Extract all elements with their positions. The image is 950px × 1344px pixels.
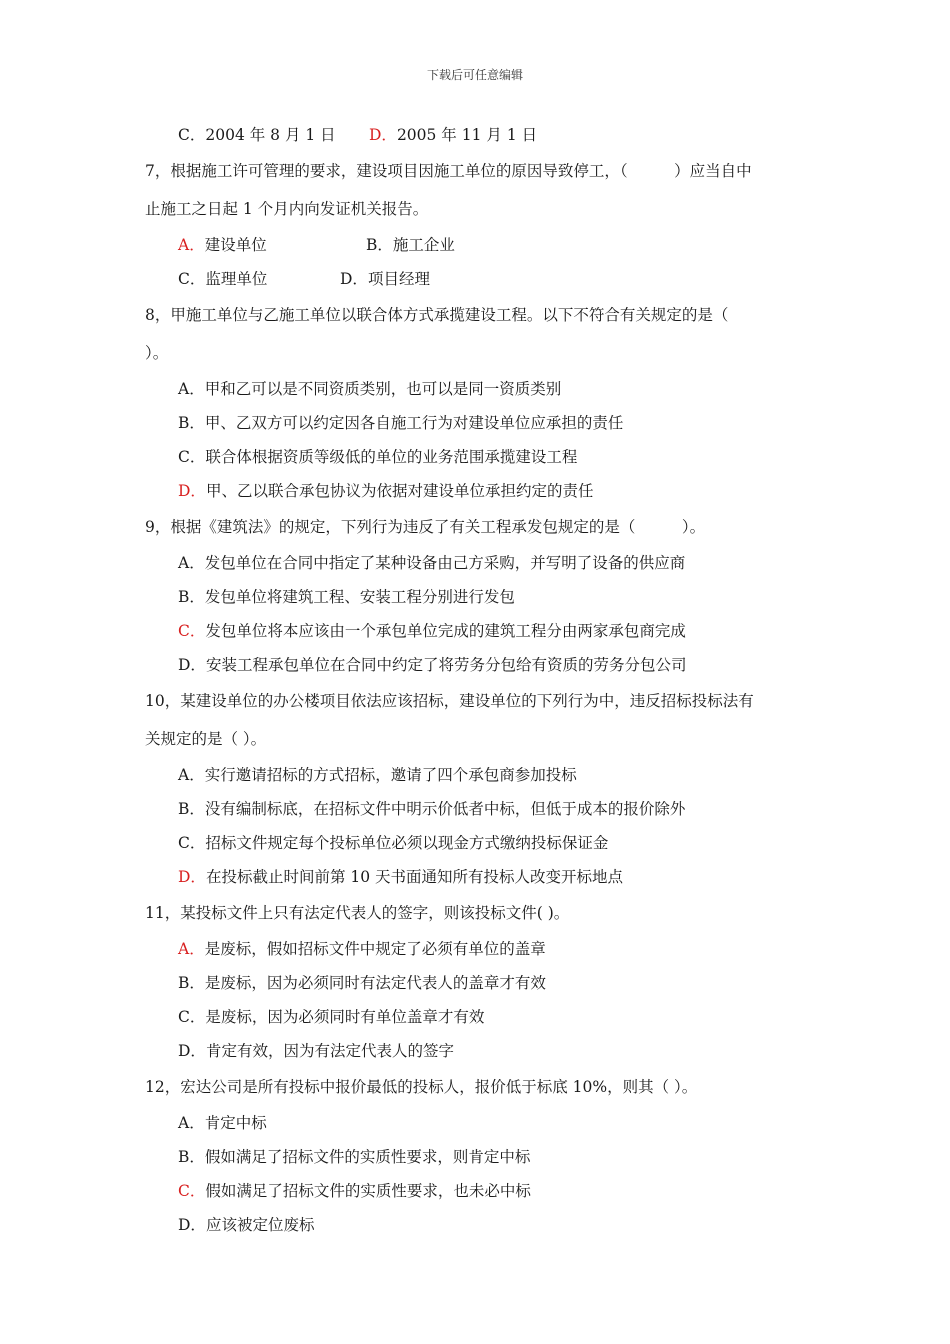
answer-option xyxy=(178,118,369,152)
answer-option xyxy=(145,1174,815,1208)
option-letter: C． xyxy=(178,622,206,640)
option-text: 建设单位 xyxy=(204,236,267,254)
option-letter: B． xyxy=(178,1148,205,1166)
option-letter: C． xyxy=(178,1182,206,1200)
question-text-line: 10，某建设单位的办公楼项目依法应该招标，建设单位的下列行为中，违反招标投标法有 xyxy=(145,692,754,710)
option-letter: C． xyxy=(178,834,206,852)
option-text: 发包单位将建筑工程、安装工程分别进行发包 xyxy=(204,588,515,606)
option-letter: C． xyxy=(178,448,206,466)
option-text: 施工企业 xyxy=(392,236,455,254)
option-letter: D． xyxy=(369,126,397,144)
option-text: 假如满足了招标文件的实质性要求，则肯定中标 xyxy=(204,1148,531,1166)
option-text: 是废标，因为必须同时有法定代表人的盖章才有效 xyxy=(204,974,546,992)
answer-option xyxy=(145,932,815,966)
option-text: 甲、乙以联合承包协议为依据对建设单位承担约定的责任 xyxy=(205,482,594,500)
option-letter: D． xyxy=(178,656,206,674)
answer-option xyxy=(178,228,366,262)
option-letter: B． xyxy=(178,974,205,992)
option-letter: A． xyxy=(178,554,205,572)
option-letter: A． xyxy=(178,380,205,398)
question-text-line: 11，某投标文件上只有法定代表人的签字，则该投标文件( )。 xyxy=(145,904,570,922)
option-letter: D． xyxy=(178,1042,206,1060)
option-letter: C． xyxy=(178,1008,206,1026)
option-text: 联合体根据资质等级低的单位的业务范围承揽建设工程 xyxy=(205,448,578,466)
answer-option xyxy=(178,262,340,296)
option-text: 2004 年 8 月 1 日 xyxy=(205,126,336,144)
answer-option xyxy=(145,966,815,1000)
answer-option xyxy=(145,1208,815,1242)
answer-option-pair xyxy=(145,118,815,152)
question-list xyxy=(145,118,815,1242)
answer-option xyxy=(145,440,815,474)
answer-option xyxy=(145,648,815,682)
option-letter: B． xyxy=(178,588,205,606)
answer-option xyxy=(145,546,815,580)
answer-option xyxy=(145,614,815,648)
option-text: 甲、乙双方可以约定因各自施工行为对建设单位应承担的责任 xyxy=(204,414,624,432)
question-text-line: 关规定的是（ ）。 xyxy=(145,730,267,748)
option-text: 肯定有效，因为有法定代表人的签字 xyxy=(205,1042,454,1060)
option-text: 发包单位将本应该由一个承包单位完成的建筑工程分由两家承包商完成 xyxy=(205,622,686,640)
question-text-line: 8，甲施工单位与乙施工单位以联合体方式承揽建设工程。以下不符合有关规定的是（ xyxy=(145,306,729,324)
answer-option xyxy=(145,792,815,826)
answer-option xyxy=(145,1034,815,1068)
answer-option xyxy=(145,1106,815,1140)
question-text-line: 7，根据施工许可管理的要求，建设项目因施工单位的原因导致停工，（ ）应当自中 xyxy=(145,162,752,180)
option-letter: C． xyxy=(178,270,206,288)
option-letter: B． xyxy=(366,236,393,254)
answer-option xyxy=(145,580,815,614)
option-letter: D． xyxy=(178,482,206,500)
answer-option xyxy=(145,860,815,894)
option-letter: D． xyxy=(340,270,368,288)
answer-option xyxy=(369,118,537,152)
option-letter: B． xyxy=(178,414,205,432)
question-text-line: ）。 xyxy=(145,344,169,362)
answer-option xyxy=(145,758,815,792)
option-text: 在投标截止时间前第 10 天书面通知所有投标人改变开标地点 xyxy=(205,868,624,886)
option-letter: A． xyxy=(178,236,205,254)
option-text: 项目经理 xyxy=(367,270,430,288)
answer-option xyxy=(145,1140,815,1174)
option-text: 甲和乙可以是不同资质类别，也可以是同一资质类别 xyxy=(204,380,562,398)
answer-option-pair xyxy=(145,228,815,262)
option-letter: D． xyxy=(178,868,206,886)
option-text: 监理单位 xyxy=(205,270,268,288)
answer-option xyxy=(340,262,430,296)
option-text: 应该被定位废标 xyxy=(205,1216,315,1234)
answer-option xyxy=(145,406,815,440)
answer-option xyxy=(145,1000,815,1034)
answer-option xyxy=(145,474,815,508)
option-text: 实行邀请招标的方式招标，邀请了四个承包商参加投标 xyxy=(204,766,577,784)
option-text: 招标文件规定每个投标单位必须以现金方式缴纳投标保证金 xyxy=(205,834,609,852)
option-text: 假如满足了招标文件的实质性要求，也未必中标 xyxy=(205,1182,531,1200)
option-text: 是废标，因为必须同时有单位盖章才有效 xyxy=(205,1008,485,1026)
option-letter: B． xyxy=(178,800,205,818)
option-text: 肯定中标 xyxy=(204,1114,267,1132)
page-header: 下载后可任意编辑 xyxy=(426,68,523,82)
option-letter: A． xyxy=(178,1114,205,1132)
option-text: 2005 年 11 月 1 日 xyxy=(396,126,538,144)
option-letter: A． xyxy=(178,940,205,958)
option-letter: A． xyxy=(178,766,205,784)
option-text: 是废标，假如招标文件中规定了必须有单位的盖章 xyxy=(204,940,546,958)
question-text-line: 止施工之日起 1 个月内向发证机关报告。 xyxy=(145,200,429,218)
option-letter: D． xyxy=(178,1216,206,1234)
question-text-line: 12，宏达公司是所有投标中报价最低的投标人，报价低于标底 10%，则其（ ）。 xyxy=(145,1078,698,1096)
option-text: 发包单位在合同中指定了某种设备由己方采购，并写明了设备的供应商 xyxy=(204,554,686,572)
option-letter: C． xyxy=(178,126,206,144)
answer-option xyxy=(145,826,815,860)
answer-option xyxy=(145,372,815,406)
answer-option xyxy=(366,228,455,262)
option-text: 没有编制标底，在招标文件中明示价低者中标，但低于成本的报价除外 xyxy=(204,800,686,818)
question-text-line: 9，根据《建筑法》的规定，下列行为违反了有关工程承发包规定的是（ ）。 xyxy=(145,518,706,536)
answer-option-pair xyxy=(145,262,815,296)
option-text: 安装工程承包单位在合同中约定了将劳务分包给有资质的劳务分包公司 xyxy=(205,656,687,674)
